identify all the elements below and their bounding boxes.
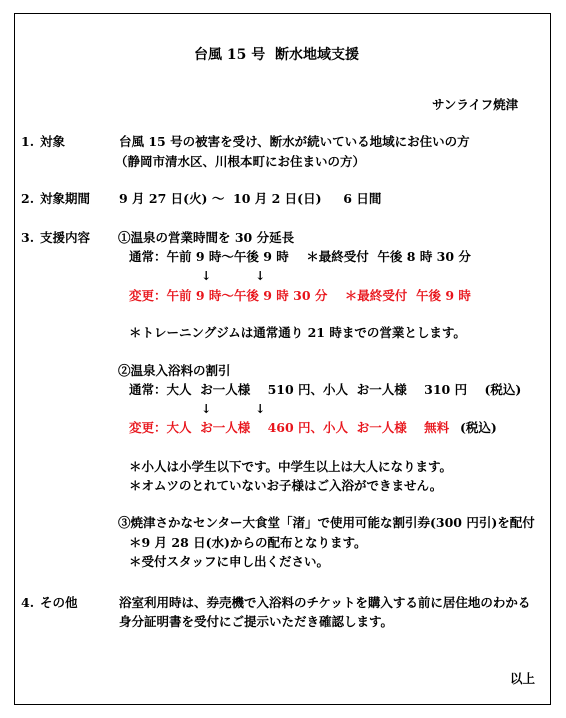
item-2-changed: 変更：大人 お一人様 460 円、小人 お一人様 無料 (129, 420, 450, 435)
section-3-number: 3. (21, 230, 35, 245)
item-2-changed-tax: (税込) (460, 420, 497, 435)
document-title: 台風 15 号 断水地域支援 (194, 47, 359, 63)
item-1-changed: 変更：午前 9 時～午後 9 時 30 分 ＊最終受付 午後 9 時 (129, 288, 471, 303)
item-3-note-2: ＊受付スタッフに申し出ください。 (129, 554, 330, 569)
section-3-label: 支援内容 (40, 230, 91, 245)
item-2-heading: ②温泉入浴料の割引 (118, 363, 231, 378)
section-4-line-2: 身分証明書を受付にご提示いただき確認します。 (119, 614, 394, 629)
section-2-number: 2. (21, 191, 35, 206)
item-3-note-1: ＊9 月 28 日(水)からの配布となります。 (129, 535, 367, 550)
section-1-number: 1. (21, 134, 35, 149)
section-4-label: その他 (40, 595, 78, 610)
section-1-line-1: 台風 15 号の被害を受け、断水が続いている地域にお住いの方 (119, 134, 470, 149)
item-2-note-1: ＊小人は小学生以下です。中学生以上は大人になります。 (129, 459, 453, 474)
item-2-arrows: ↓ ↓ (201, 401, 266, 416)
item-3-heading: ③焼津さかなセンター大食堂「渚」で使用可能な割引券(300 円引)を配付 (118, 515, 535, 530)
item-2-note-2: ＊オムツのとれていないお子様はご入浴ができません。 (129, 478, 443, 493)
section-2-label: 対象期間 (40, 191, 91, 206)
item-1-normal: 通常：午前 9 時～午後 9 時 ＊最終受付 午後 8 時 30 分 (129, 249, 471, 264)
section-2-period: 9 月 27 日(火) ～ 10 月 2 日(日) 6 日間 (119, 191, 382, 206)
section-4-line-1: 浴室利用時は、券売機で入浴料のチケットを購入する前に居住地のわかる (119, 595, 531, 610)
issuer-name: サンライフ焼津 (432, 97, 519, 112)
closing-text: 以上 (510, 671, 536, 686)
section-1-line-2: （静岡市清水区、川根本町にお住まいの方） (115, 154, 366, 169)
document-page (14, 13, 551, 705)
item-1-arrows: ↓ ↓ (201, 268, 266, 283)
item-1-note: ＊トレーニングジムは通常通り 21 時までの営業とします。 (129, 325, 466, 340)
section-1-label: 対象 (40, 134, 66, 149)
section-4-number: 4. (21, 595, 35, 610)
item-2-normal: 通常：大人 お一人様 510 円、小人 お一人様 310 円 (税込) (129, 382, 522, 397)
item-1-heading: ①温泉の営業時間を 30 分延長 (118, 230, 295, 245)
